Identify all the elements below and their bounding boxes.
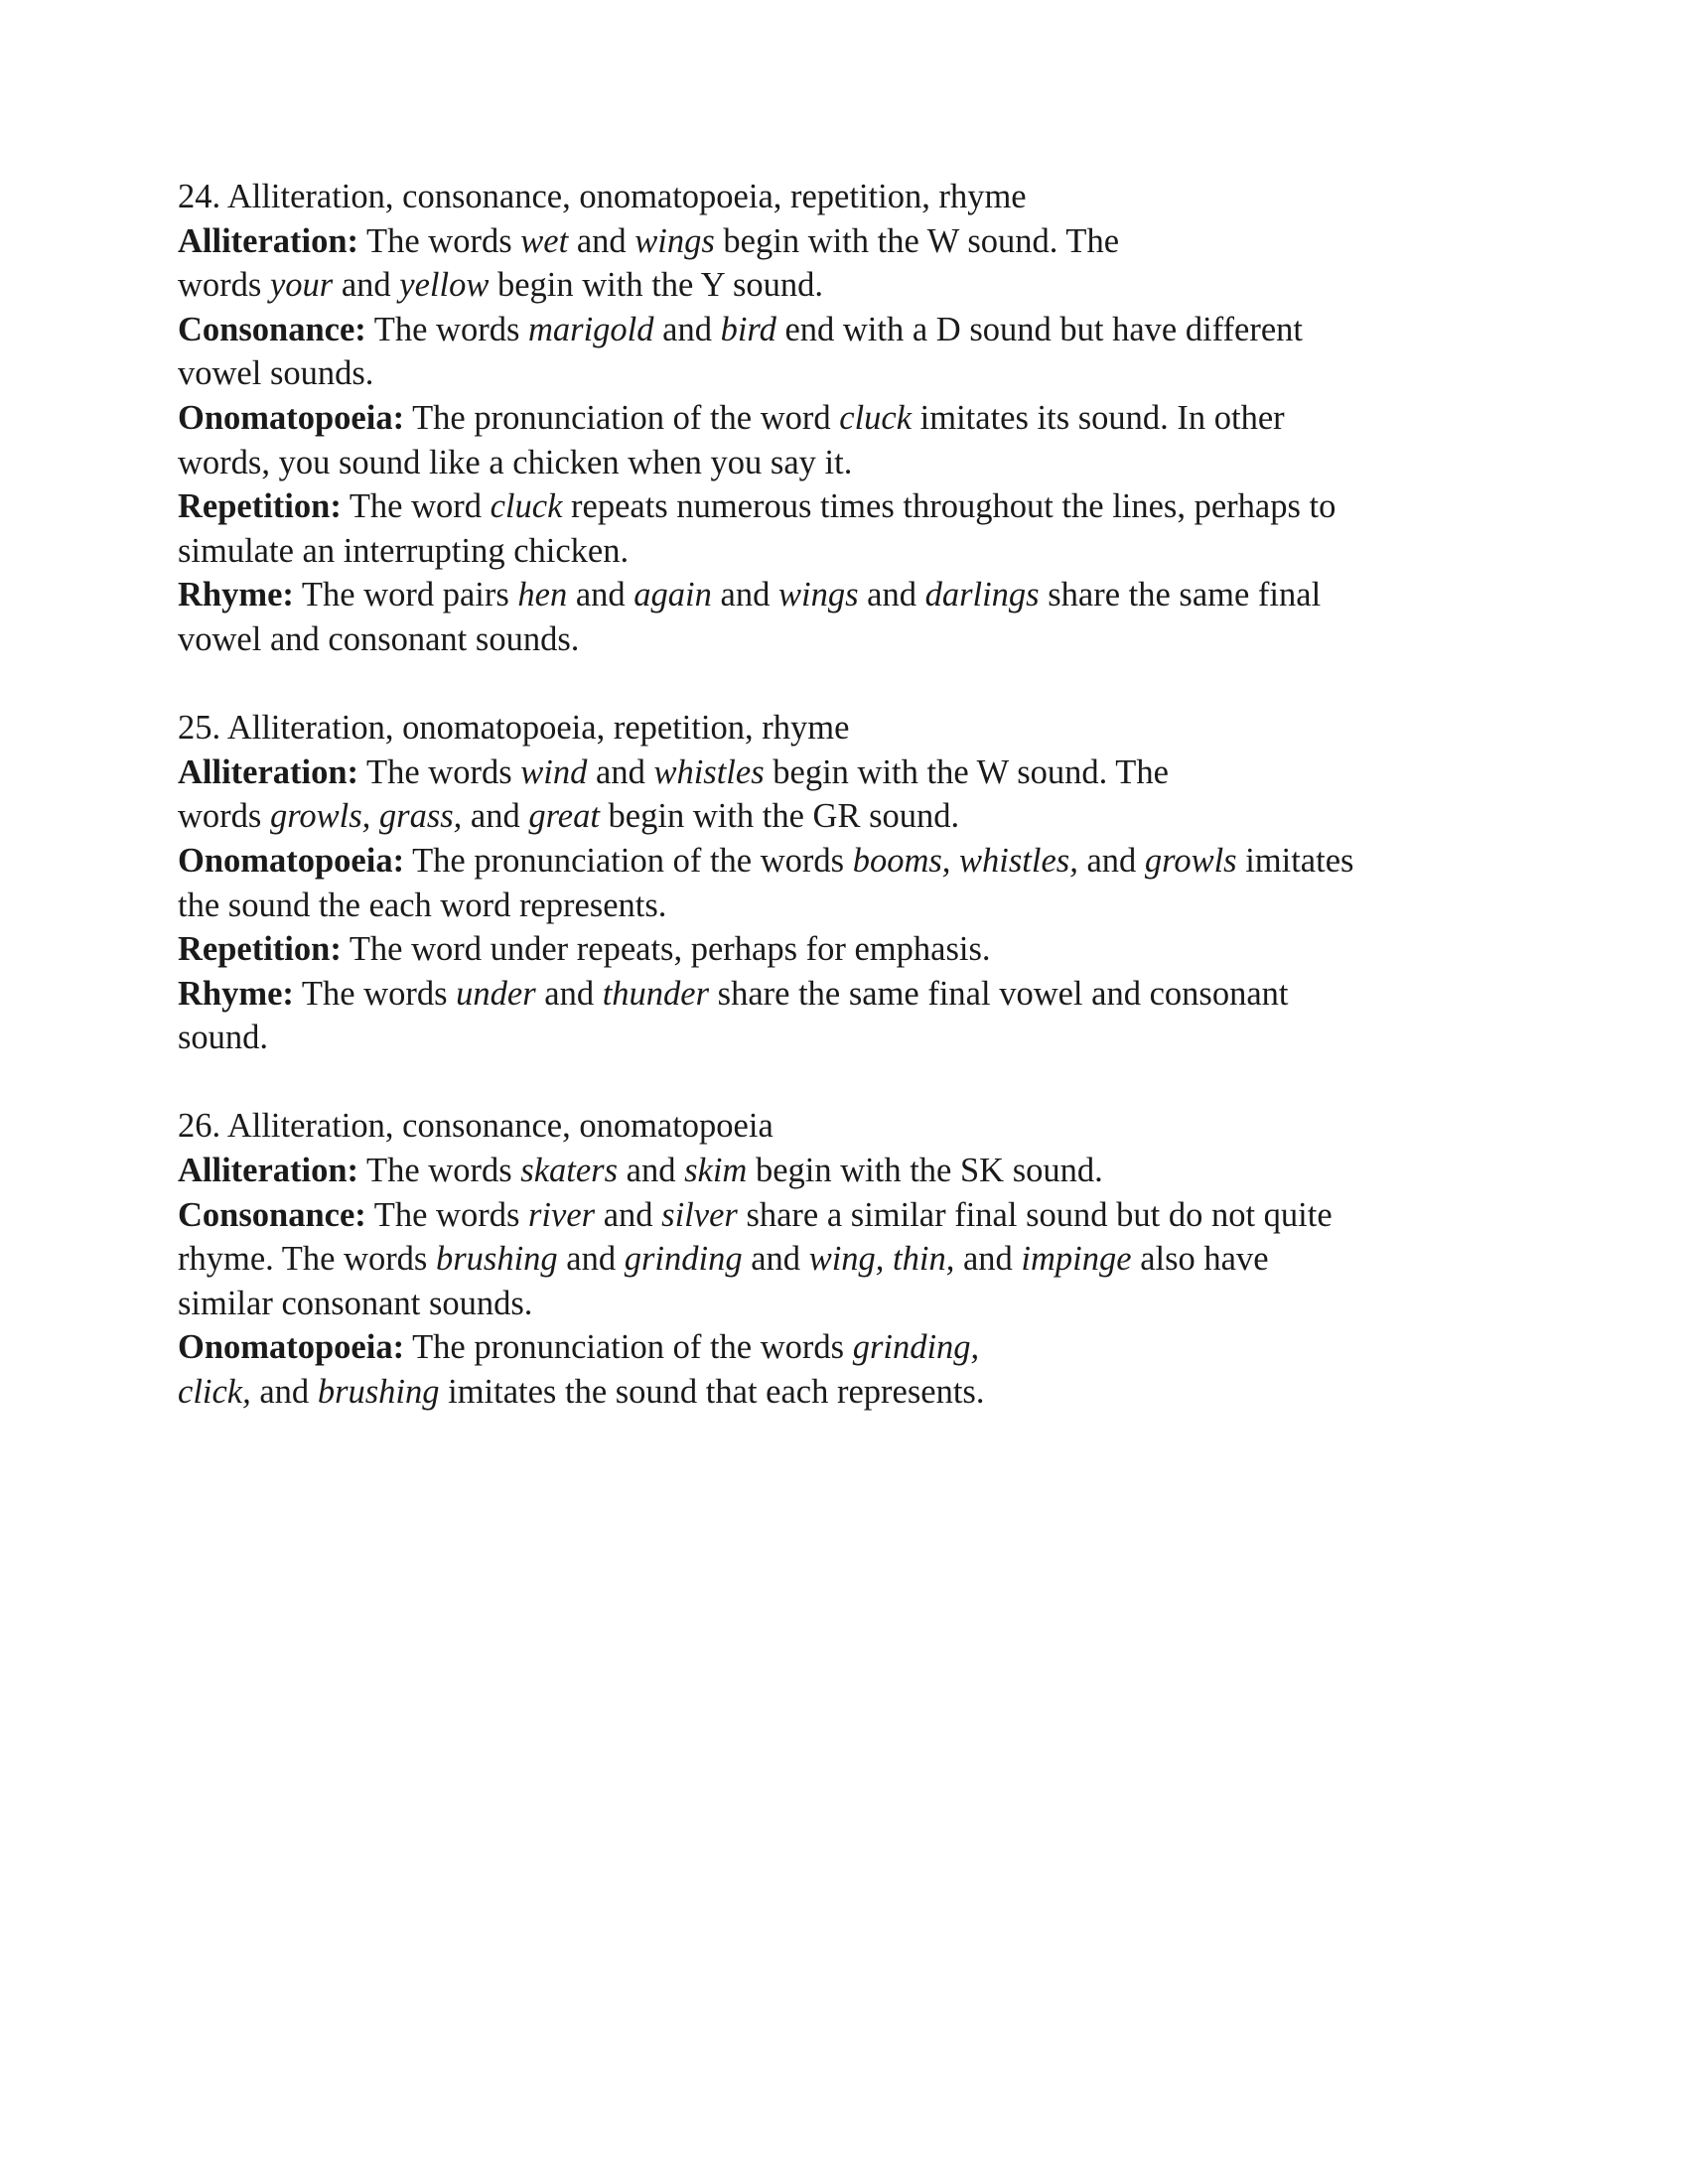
explanation-text: and	[567, 576, 634, 614]
device-explanation	[178, 839, 1528, 927]
explanation-text: imitates its sound. In other	[912, 398, 1285, 437]
explanation-text: vowel and consonant sounds.	[178, 619, 580, 658]
explanation-text: The words	[358, 752, 521, 791]
example-word: your	[269, 266, 334, 305]
device-term: Onomatopoeia:	[178, 1328, 405, 1367]
answer-document	[178, 175, 1528, 1458]
device-term: Alliteration:	[178, 221, 359, 260]
explanation-text: and	[568, 221, 635, 260]
device-explanation	[178, 219, 1528, 308]
example-word: wings	[777, 576, 859, 614]
example-word: impinge	[1021, 1240, 1132, 1279]
explanation-text: The word	[341, 487, 491, 526]
explanation-text: imitates	[1236, 841, 1354, 880]
explanation-text: simulate an interrupting chicken.	[178, 531, 630, 570]
example-word: cluck	[490, 487, 563, 526]
device-term: Rhyme:	[178, 576, 294, 614]
explanation-text: also have	[1131, 1240, 1269, 1279]
explanation-text: The words	[358, 221, 521, 260]
example-word: wet	[520, 221, 569, 260]
explanation-text: sound.	[178, 1019, 269, 1057]
device-explanation	[178, 1193, 1528, 1326]
example-word: river	[528, 1195, 596, 1234]
explanation-text: and	[535, 974, 603, 1013]
example-word: hen	[517, 576, 568, 614]
explanation-text: begin with the W sound. The	[764, 752, 1169, 791]
example-word: wing, thin,	[808, 1240, 955, 1279]
explanation-text: The words	[358, 1152, 521, 1190]
explanation-text: begin with the SK sound.	[747, 1152, 1103, 1190]
device-term: Consonance:	[178, 1195, 366, 1234]
explanation-text: The pronunciation of the words	[404, 841, 853, 880]
explanation-text: begin with the GR sound.	[599, 797, 960, 836]
explanation-text: and	[333, 266, 400, 305]
explanation-text: end with a D sound but have different	[775, 310, 1303, 348]
explanation-text: and	[618, 1152, 685, 1190]
explanation-text: begin with the Y sound.	[489, 266, 824, 305]
explanation-text: similar consonant sounds.	[178, 1284, 533, 1322]
device-explanation	[178, 1149, 1528, 1193]
explanation-text: the sound the each word represents.	[178, 886, 667, 924]
explanation-text: repeats numerous times throughout the lines, perhaps to	[562, 487, 1336, 526]
device-term: Alliteration:	[178, 1152, 359, 1190]
example-word: skaters	[520, 1152, 619, 1190]
explanation-text: and	[653, 310, 721, 348]
device-explanation	[178, 751, 1528, 839]
explanation-text: and	[595, 1195, 662, 1234]
device-explanation	[178, 308, 1528, 396]
example-word: under	[456, 974, 536, 1013]
example-word: growls, grass,	[269, 797, 463, 836]
explanation-text: The words	[365, 1195, 528, 1234]
explanation-text: and	[250, 1373, 318, 1412]
explanation-text: The word under repeats, perhaps for emphasis.	[341, 930, 991, 969]
example-word: great	[528, 797, 600, 836]
explanation-text: words, you sound like a chicken when you say it.	[178, 443, 853, 481]
example-word: wings	[634, 221, 715, 260]
answer-section	[178, 706, 1528, 1060]
explanation-text: and	[1077, 841, 1145, 880]
device-term: Repetition:	[178, 487, 342, 526]
explanation-text: share the same final	[1039, 576, 1322, 614]
answer-heading: 24. Alliteration, consonance, onomatopoeia, repetition, rhyme	[178, 178, 1027, 215]
example-word: yellow	[399, 266, 490, 305]
explanation-text: and	[587, 752, 654, 791]
answer-heading: 25. Alliteration, onomatopoeia, repetition, rhyme	[178, 709, 850, 748]
explanation-text: begin with the W sound. The	[714, 221, 1120, 260]
explanation-text: and	[742, 1240, 809, 1279]
explanation-text: and	[711, 576, 778, 614]
explanation-text: share the same final vowel and consonant	[709, 974, 1289, 1013]
device-explanation	[178, 396, 1528, 484]
explanation-text: The pronunciation of the word	[404, 398, 840, 437]
device-term: Repetition:	[178, 930, 342, 969]
explanation-text: vowel sounds.	[178, 354, 374, 393]
example-word: booms, whistles,	[852, 841, 1078, 880]
explanation-text: words	[178, 797, 270, 836]
explanation-text: The word pairs	[293, 576, 518, 614]
device-explanation	[178, 927, 1528, 972]
example-word: again	[633, 576, 712, 614]
explanation-text: share a similar final sound but do not quite	[737, 1195, 1333, 1234]
device-term: Alliteration:	[178, 752, 359, 791]
example-word: skim	[684, 1152, 748, 1190]
device-explanation	[178, 573, 1528, 661]
device-term: Onomatopoeia:	[178, 841, 405, 880]
example-word: silver	[661, 1195, 738, 1234]
explanation-text: and	[954, 1240, 1022, 1279]
answer-section	[178, 175, 1528, 662]
answer-section	[178, 1104, 1528, 1414]
device-term: Onomatopoeia:	[178, 398, 405, 437]
device-term: Rhyme:	[178, 974, 294, 1013]
example-word: cluck	[839, 398, 913, 437]
example-word: thunder	[602, 974, 710, 1013]
answer-heading: 26. Alliteration, consonance, onomatopoeia	[178, 1107, 774, 1146]
example-word: grinding,	[852, 1328, 980, 1367]
example-word: grinding	[624, 1240, 743, 1279]
example-word: marigold	[528, 310, 654, 348]
device-explanation	[178, 972, 1528, 1060]
explanation-text: imitates the sound that each represents.	[439, 1373, 985, 1412]
example-word: growls	[1144, 841, 1237, 880]
device-explanation	[178, 1325, 1528, 1414]
explanation-text: The pronunciation of the words	[404, 1328, 853, 1367]
explanation-text: rhyme. The words	[178, 1240, 436, 1279]
example-word: click,	[178, 1373, 251, 1412]
explanation-text: and	[462, 797, 529, 836]
explanation-text: words	[178, 266, 270, 305]
explanation-text: The words	[365, 310, 528, 348]
explanation-text: and	[557, 1240, 625, 1279]
example-word: wind	[520, 752, 588, 791]
example-word: darlings	[924, 576, 1040, 614]
example-word: whistles	[653, 752, 765, 791]
example-word: bird	[720, 310, 776, 348]
device-term: Consonance:	[178, 310, 366, 348]
explanation-text: The words	[293, 974, 457, 1013]
example-word: brushing	[435, 1240, 558, 1279]
example-word: brushing	[317, 1373, 440, 1412]
device-explanation	[178, 484, 1528, 573]
explanation-text: and	[858, 576, 925, 614]
